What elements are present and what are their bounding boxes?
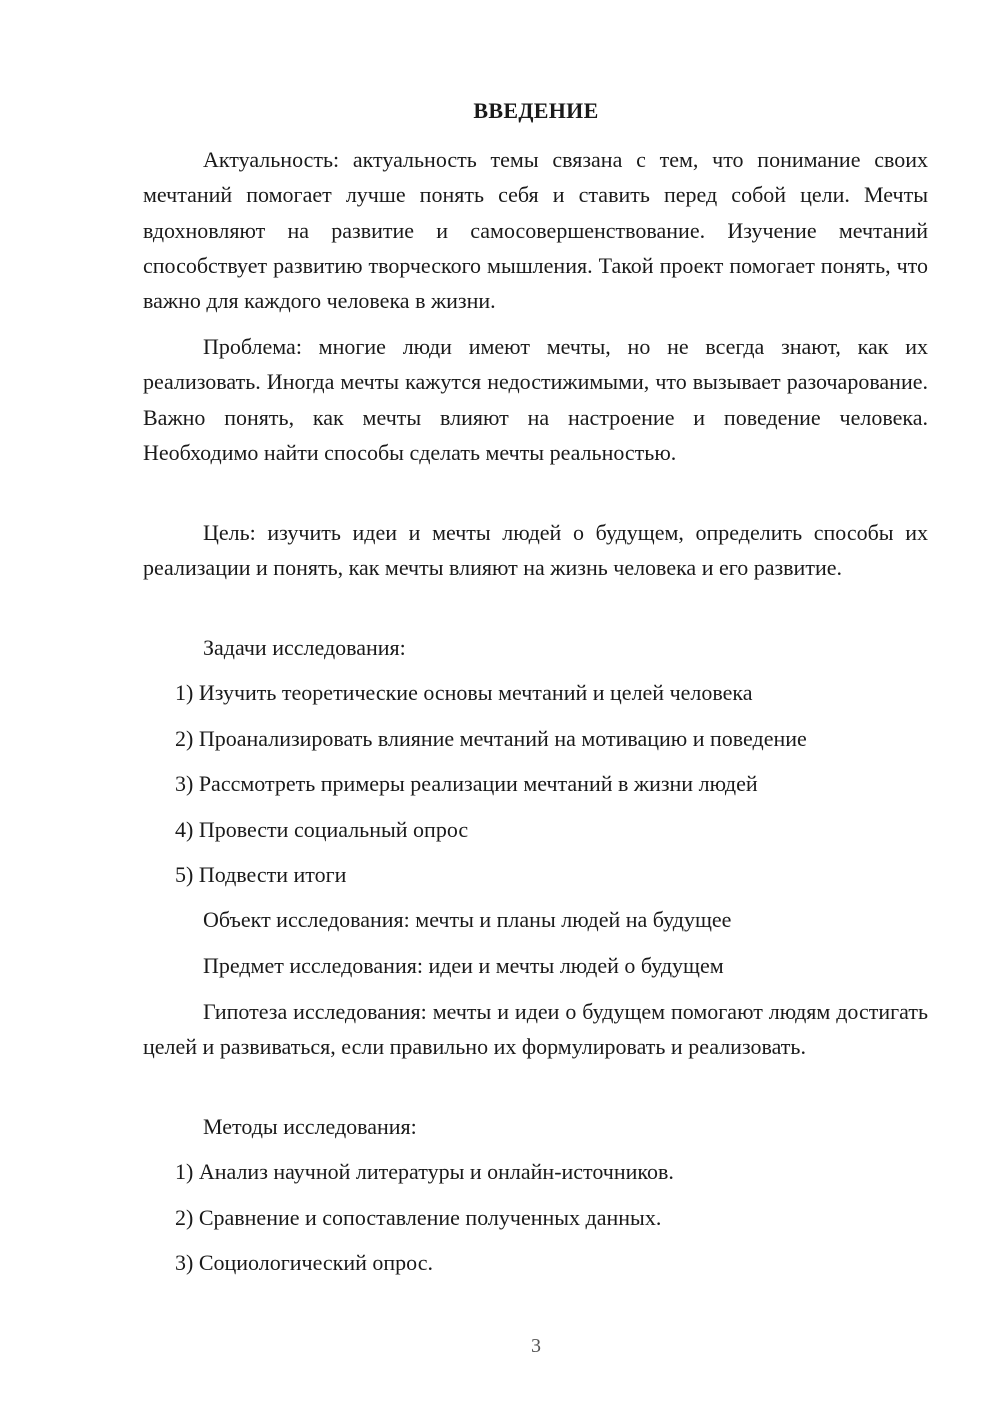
methods-heading: Методы исследования:	[203, 1114, 417, 1139]
method-item: 3) Социологический опрос.	[175, 1250, 433, 1275]
relevance-paragraph: Актуальность: актуальность темы связана с тем, что понимание своих мечтаний помогает лучше понять себя и ставить перед собой цели. Мечты вдохновляют на развитие и самосовершенствование. Изучение мечтаний способствует развитию творческого мышления. Такой проект помогает понять, что важно для каждого человека в жизни.	[143, 147, 928, 314]
task-item: 2) Проанализировать влияние мечтаний на мотивацию и поведение	[175, 726, 807, 751]
task-item: 3) Рассмотреть примеры реализации мечтаний в жизни людей	[175, 771, 758, 796]
page-number: 3	[531, 1335, 541, 1357]
task-item: 1) Изучить теоретические основы мечтаний и целей человека	[175, 680, 753, 705]
problem-paragraph: Проблема: многие люди имеют мечты, но не всегда знают, как их реализовать. Иногда мечты кажутся недостижимыми, что вызывает разочарование. Важно понять, как мечты влияют на настроение и поведение человека. Необходимо найти способы сделать мечты реальностью.	[143, 334, 928, 465]
object-line: Объект исследования: мечты и планы людей на будущее	[203, 907, 732, 932]
hypothesis-paragraph: Гипотеза исследования: мечты и идеи о будущем помогают людям достигать целей и развиваться, если правильно их формулировать и реализовать.	[143, 999, 928, 1060]
method-item: 1) Анализ научной литературы и онлайн-источников.	[175, 1159, 674, 1184]
method-item: 2) Сравнение и сопоставление полученных данных.	[175, 1205, 662, 1230]
task-item: 4) Провести социальный опрос	[175, 817, 469, 842]
subject-line: Предмет исследования: идеи и мечты людей о будущем	[203, 953, 724, 978]
goal-paragraph: Цель: изучить идеи и мечты людей о будущем, определить способы их реализации и понять, как мечты влияют на жизнь человека и его развитие.	[143, 520, 928, 581]
section-heading: ВВЕДЕНИЕ	[473, 98, 599, 123]
tasks-heading: Задачи исследования:	[203, 635, 406, 660]
task-item: 5) Подвести итоги	[175, 862, 347, 887]
